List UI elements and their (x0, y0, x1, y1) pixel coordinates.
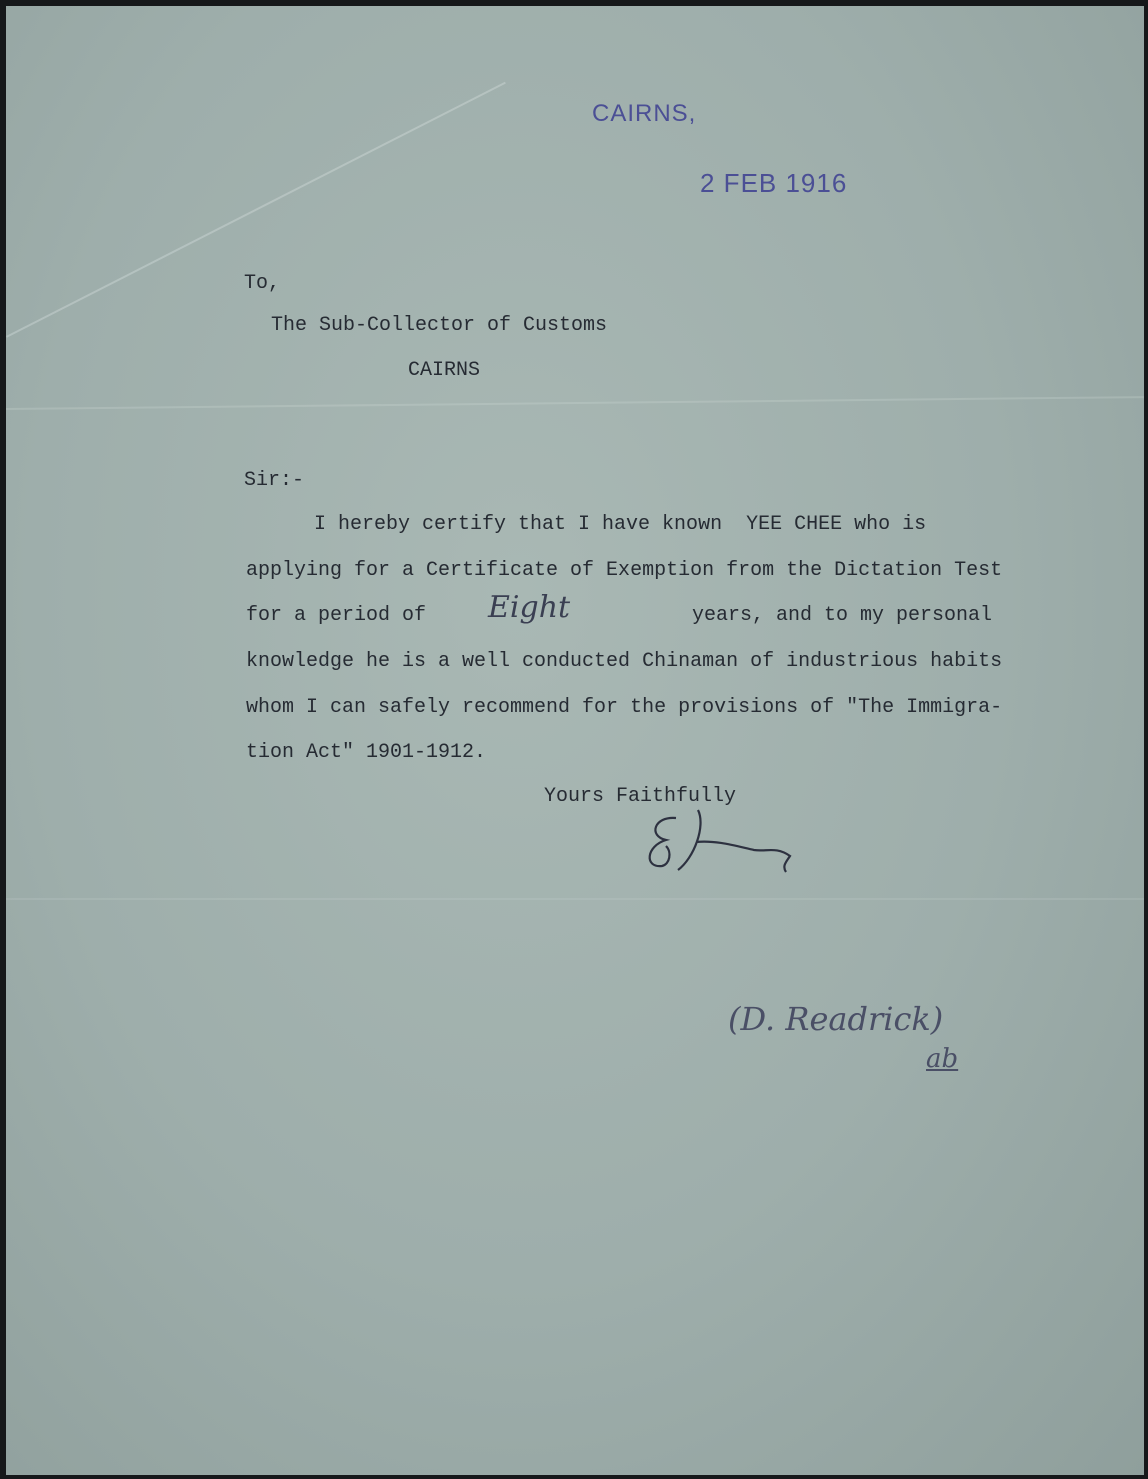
address-to: To, (244, 272, 281, 295)
body-line: knowledge he is a well conducted Chinaman of industrious habits (246, 650, 1003, 673)
body-line: years, and to my personal (692, 604, 993, 627)
paper-crease (6, 898, 1144, 900)
signatory-name: (D. Readrick) (728, 1000, 944, 1038)
salutation: Sir:- (244, 469, 305, 492)
clerk-initials: ab (926, 1044, 959, 1074)
body-line: whom I can safely recommend for the provisions of "The Immigra- (246, 696, 1003, 719)
paper-crease (6, 396, 1144, 410)
recipient-title: The Sub-Collector of Customs (271, 314, 608, 337)
date-stamp: 2 FEB 1916 (700, 168, 848, 198)
recipient-place: CAIRNS (408, 359, 481, 382)
body-line: applying for a Certificate of Exemption from the Dictation Test (246, 559, 1003, 582)
letter-page (6, 6, 1144, 1475)
signature-image (636, 806, 806, 886)
body-line: tion Act" 1901-1912. (246, 741, 487, 764)
place-stamp: CAIRNS, (592, 100, 697, 127)
paper-crease (6, 82, 506, 338)
body-line: for a period of (246, 604, 427, 627)
handwritten-period: Eight (488, 590, 571, 625)
body-line: I hereby certify that I have known YEE CHEE who is (314, 513, 927, 536)
closing: Yours Faithfully (544, 785, 737, 808)
